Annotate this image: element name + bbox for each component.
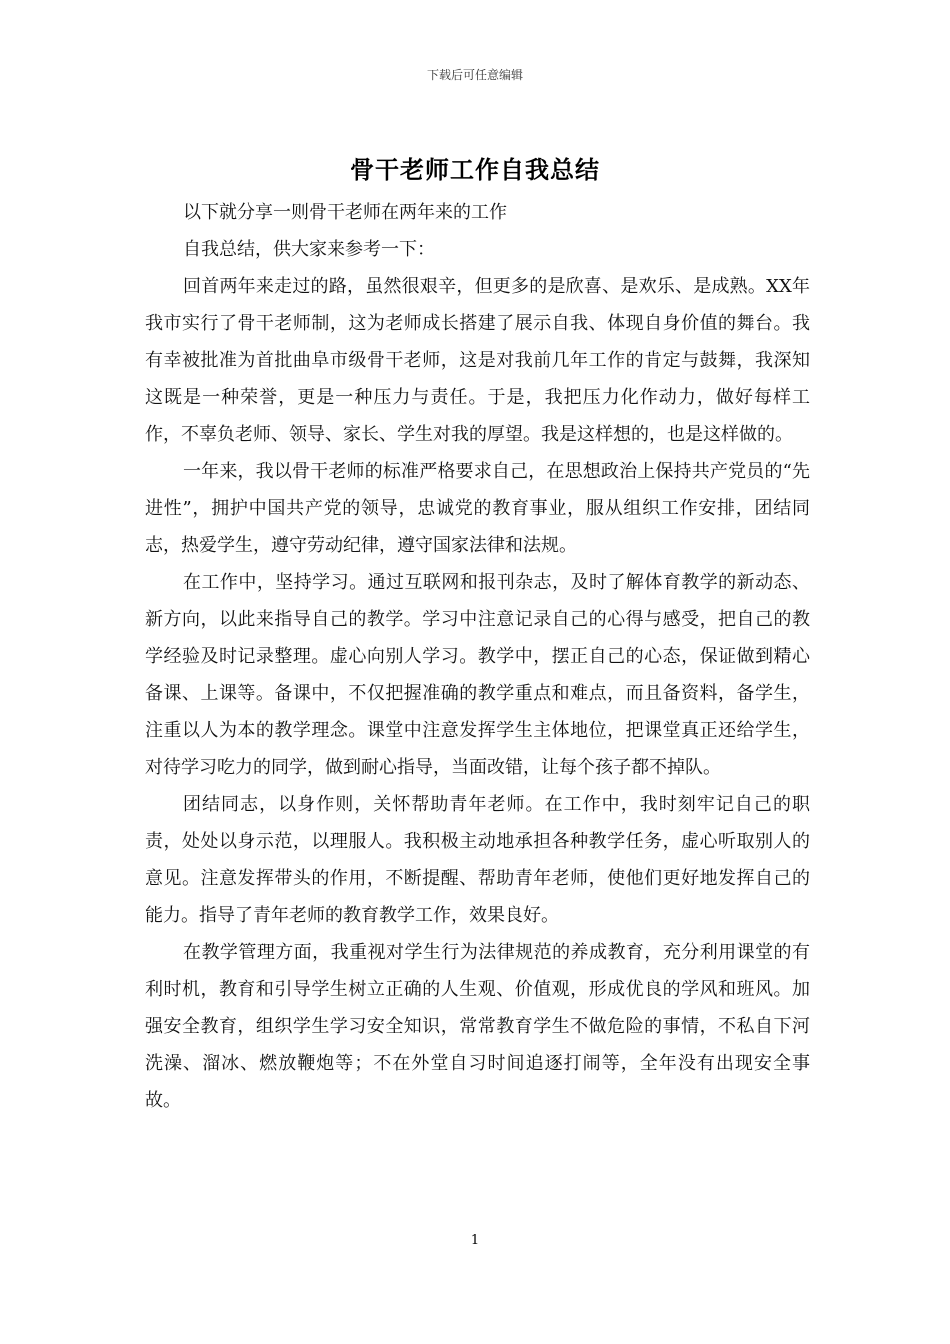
page-number: 1 [470,1233,480,1248]
document-body [145,194,810,1119]
body-paragraph: 回首两年来走过的路，虽然很艰辛，但更多的是欣喜、是欢乐、是成熟。XX年我市实行了骨干老师制，这为老师成长搭建了展示自我、体现自身价值的舞台。我有幸被批准为首批曲阜市级骨干老师，这是对我前几年工作的肯定与鼓舞，我深知这既是一种荣誉，更是一种压力与责任。于是，我把压力化作动力，做好每样工作，不辜负老师、领导、家长、学生对我的厚望。我是这样想的，也是这样做的。 [145,276,810,445]
page-header-note: 下载后可任意编辑 [426,68,523,82]
intro-line: 自我总结，供大家来参考一下： [183,239,435,260]
body-paragraph: 在教学管理方面，我重视对学生行为法律规范的养成教育，充分利用课堂的有利时机，教育和引导学生树立正确的人生观、价值观，形成优良的学风和班风。加强安全教育，组织学生学习安全知识，常常教育学生不做危险的事情，不私自下河洗澡、溜冰、燃放鞭炮等；不在外堂自习时间追逐打闹等，全年没有出现安全事故。 [145,942,810,1111]
intro-line: 以下就分享一则骨干老师在两年来的工作 [183,202,507,223]
body-paragraph: 在工作中，坚持学习。通过互联网和报刊杂志，及时了解体育教学的新动态、新方向，以此来指导自己的教学。学习中注意记录自己的心得与感受，把自己的教学经验及时记录整理。虚心向别人学习。教学中，摆正自己的心态，保证做到精心备课、上课等。备课中，不仅把握准确的教学重点和难点，而且备资料，备学生，注重以人为本的教学理念。课堂中注意发挥学生主体地位，把课堂真正还给学生，对待学习吃力的同学，做到耐心指导，当面改错，让每个孩子都不掉队。 [145,572,810,778]
body-paragraph: 团结同志，以身作则，关怀帮助青年老师。在工作中，我时刻牢记自己的职责，处处以身示范，以理服人。我积极主动地承担各种教学任务，虚心听取别人的意见。注意发挥带头的作用，不断提醒、帮助青年老师，使他们更好地发挥自己的能力。指导了青年老师的教育教学工作，效果良好。 [145,794,810,926]
body-paragraph: 一年来，我以骨干老师的标准严格要求自己，在思想政治上保持共产党员的“先进性”，拥护中国共产党的领导，忠诚党的教育事业，服从组织工作安排，团结同志，热爱学生，遵守劳动纪律，遵守国家法律和法规。 [145,461,810,556]
document-title: 骨干老师工作自我总结 [350,155,600,184]
